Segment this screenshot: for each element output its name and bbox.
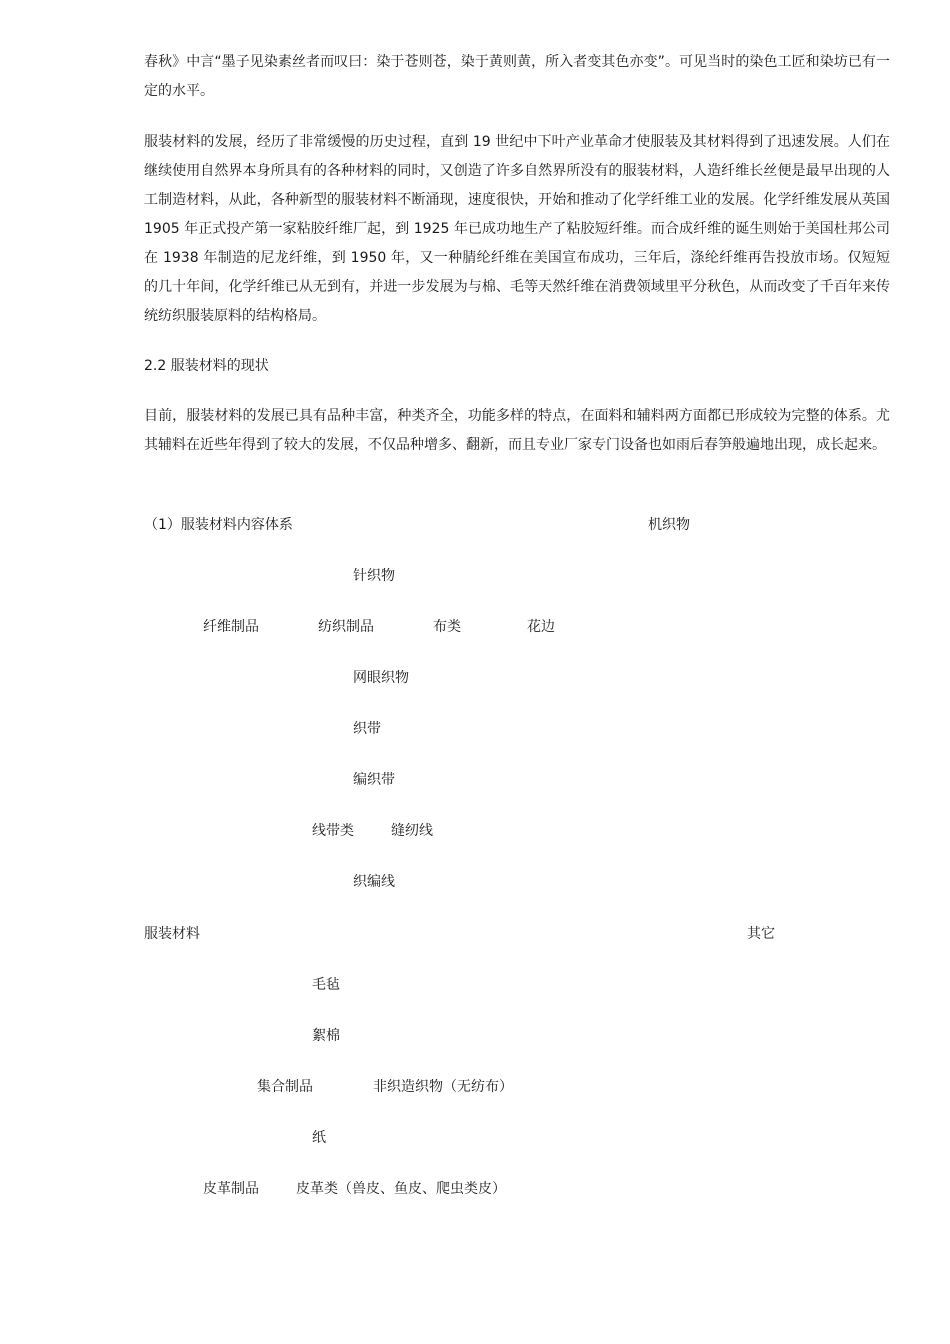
node-aggregate-products: 集合制品 (257, 1079, 313, 1095)
node-leather: 皮革类（兽皮、鱼皮、爬虫类皮） (296, 1181, 506, 1197)
paragraph-intro-continued: 春秋》中言“墨子见染素丝者而叹曰：染于苍则苍，染于黄则黄，所入者变其色亦变”。可见当时的染色工匠和染坊已有一定的水平。 (144, 54, 890, 99)
node-sewing-thread: 缝纫线 (391, 823, 433, 839)
diagram-caption: （1）服装材料内容体系 (144, 517, 293, 533)
node-nonwoven: 非织造织物（无纺布） (373, 1079, 513, 1095)
node-thread-ribbon: 线带类 (312, 823, 354, 839)
node-paper: 纸 (312, 1130, 326, 1146)
node-root-clothing-materials: 服装材料 (144, 926, 200, 942)
node-ribbon: 织带 (353, 721, 381, 737)
node-wadding: 絮棉 (312, 1028, 340, 1044)
node-textile-products: 纺织制品 (318, 619, 374, 635)
node-felt: 毛毡 (312, 977, 340, 993)
paragraph-current-status: 目前，服装材料的发展已具有品种丰富，种类齐全，功能多样的特点，在面料和辅料两方面都已形成较为完整的体系。尤其辅料在近些年得到了较大的发展，不仅品种增多、翻新，而且专业厂家专门设备也如雨后春笋般遍地出现，成长起来。 (144, 408, 890, 453)
node-fabrics: 布类 (433, 619, 461, 635)
node-leather-products: 皮革制品 (203, 1181, 259, 1197)
node-mesh: 网眼织物 (353, 670, 409, 686)
node-knitting-thread: 织编线 (353, 874, 395, 890)
node-others: 其它 (747, 926, 775, 942)
node-woven: 机织物 (648, 517, 690, 533)
paragraph-history: 服装材料的发展，经历了非常缓慢的历史过程，直到 19 世纪中下叶产业革命才使服装及其材料得到了迅速发展。人们在继续使用自然界本身所具有的各种材料的同时，又创造了许多自然界所没有的服装材料，人造纤维长丝便是最早出现的人工制造材料，从此，各种新型的服装材料不断涌现，速度很快，开始和推动了化学纤维工业的发展。化学纤维发展从英国 1905 年正式投产第一家粘胶纤维厂起，到 1925 年已成功地生产了粘胶短纤维。而合成纤维的诞生则始于美国杜邦公司在 1938 年制造的尼龙纤维，到 1950 年，又一种腈纶纤维在美国宣布成功，三年后，涤纶纤维再告投放市场。仅短短的几十年间，化学纤维已从无到有，并进一步发展为与棉、毛等天然纤维在消费领域里平分秋色，从而改变了千百年来传统纺织服装原料的结构格局。 (144, 134, 890, 324)
node-braided-ribbon: 编织带 (353, 772, 395, 788)
node-lace: 花边 (527, 619, 555, 635)
node-knitted: 针织物 (353, 568, 395, 584)
node-fiber-products: 纤维制品 (203, 619, 259, 635)
section-heading: 2.2 服装材料的现状 (144, 358, 269, 374)
